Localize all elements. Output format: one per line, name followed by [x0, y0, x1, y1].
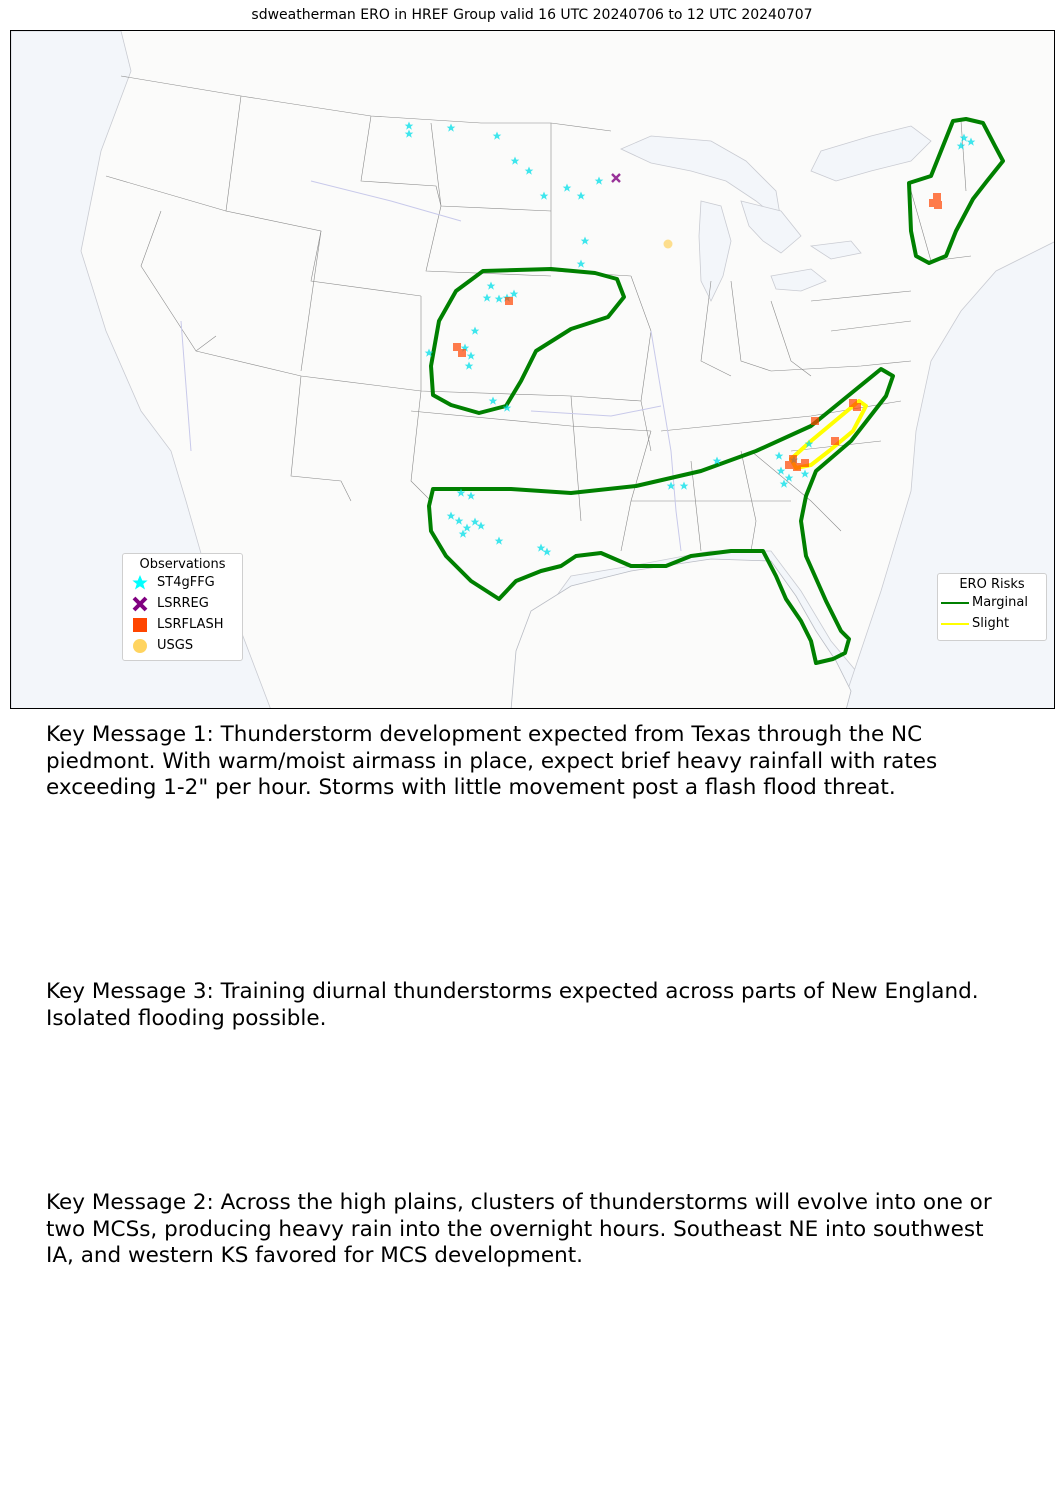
line-swatch-icon — [938, 621, 972, 627]
legend-label-marginal: Marginal — [972, 595, 1028, 610]
square-marker-icon — [123, 617, 157, 633]
legend-label-usgs: USGS — [157, 638, 194, 653]
legend-label-lsrreg: LSRREG — [157, 596, 209, 611]
legend-item-lsrreg — [123, 593, 242, 614]
legend-label-st4gffg: ST4gFFG — [157, 575, 215, 590]
legend-label-lsrflash: LSRFLASH — [157, 617, 224, 632]
usgs-markers — [664, 240, 673, 249]
map-title: sdweatherman ERO in HREF Group valid 16 UTC 20240706 to 12 UTC 20240707 — [251, 7, 813, 23]
coastlines — [511, 559, 851, 709]
lsrflash-markers — [453, 193, 942, 471]
ero-risks-legend — [937, 573, 1047, 641]
legend-item-marginal — [938, 592, 1046, 613]
ero-legend-title: ERO Risks — [959, 577, 1025, 592]
key-message-1: Key Message 1: Thunderstorm development expected from Texas through the NC piedmont. With warm/moist airmass in place, expect brief heavy rainfall with rates exceeding 1-2" per hour. Storms with little movement post a flash flood threat. — [46, 722, 938, 800]
key-message-3: Key Message 3: Training diurnal thunderstorms expected across parts of New England. Isolated flooding possible. — [46, 979, 979, 1031]
lsrreg-markers — [612, 174, 620, 182]
legend-label-slight: Slight — [972, 616, 1010, 631]
observations-legend — [122, 553, 243, 661]
observations-legend-title: Observations — [139, 557, 226, 572]
legend-item-lsrflash — [123, 614, 242, 635]
line-swatch-icon — [938, 600, 972, 606]
key-message-2: Key Message 2: Across the high plains, clusters of thunderstorms will evolve into one or two MCSs, producing heavy rain into the overnight hours. Southeast NE into southwest IA, and western KS favored for MCS development. — [46, 1190, 992, 1268]
x-marker-icon — [123, 596, 157, 612]
legend-item-st4gffg — [123, 572, 242, 593]
legend-item-usgs — [123, 635, 242, 656]
legend-item-slight — [938, 613, 1046, 634]
circle-marker-icon — [123, 638, 157, 654]
star-marker-icon — [123, 574, 157, 592]
